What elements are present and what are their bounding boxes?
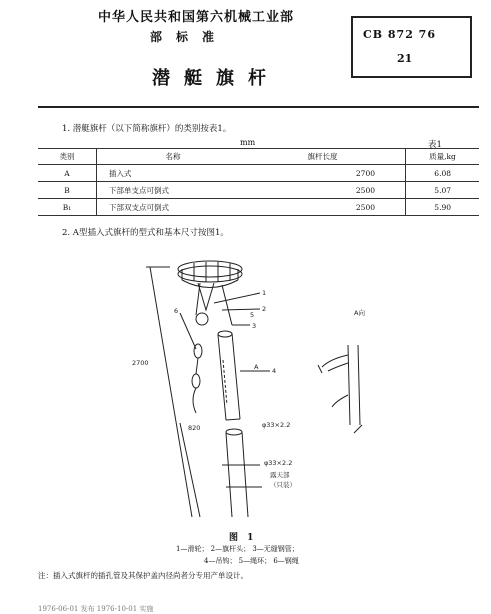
- footer-text: 1976-06-01 发布 1976-10-01 实施: [38, 605, 154, 613]
- standard-code: CB 872 76: [363, 28, 436, 41]
- note-sub: （只装）: [270, 481, 296, 489]
- cell-name: 下部单支点可倒式: [97, 182, 241, 199]
- part-label: 3: [252, 322, 257, 330]
- lower-tube: [222, 429, 262, 517]
- leader-6: [180, 313, 196, 349]
- header-name: 名称: [97, 149, 241, 165]
- rope: [196, 283, 200, 315]
- a-view-detail: [318, 345, 362, 433]
- header-length: 旗杆长度: [240, 149, 406, 165]
- legend-line: 1—滑轮； 2—旗杆头； 3—无缝钢管；: [176, 545, 299, 553]
- table-header-row: [38, 149, 479, 165]
- dim-diameter-label: φ33×2.2: [262, 421, 291, 429]
- dim-total-label: 2700: [132, 359, 149, 367]
- header-rule: [38, 106, 479, 108]
- rope-loop: [192, 374, 200, 388]
- dim-diameter-label: φ33×2.2: [264, 459, 293, 467]
- part-label: 6: [174, 307, 179, 315]
- category-table: [38, 148, 479, 216]
- section-1-text: 1. 潜艇旗杆（以下简称旗杆）的类别按表1。: [62, 124, 232, 134]
- ministry-heading: 中华人民共和国第六机械工业部: [98, 10, 295, 25]
- cell-length: 2500: [240, 199, 406, 216]
- upper-tube: [218, 331, 240, 420]
- dim-line-total: [150, 267, 192, 517]
- dim-lower-label: 820: [188, 424, 201, 432]
- standard-type: 部标准: [150, 30, 229, 44]
- header-weight: 质量,kg: [406, 149, 480, 165]
- part-label: 2: [262, 305, 267, 313]
- section-2-text: 2. A型插入式旗杆的型式和基本尺寸按图1。: [62, 228, 229, 238]
- cell-weight: 5.07: [406, 182, 480, 199]
- table-row: [38, 199, 479, 216]
- part-label: 1: [262, 289, 267, 297]
- part-label: 4: [272, 367, 277, 375]
- cell-length: 2700: [240, 165, 406, 182]
- cell-weight: 6.08: [406, 165, 480, 182]
- table-row: [38, 182, 479, 199]
- document-title: 潜艇旗杆: [152, 68, 280, 89]
- arrow-label: A: [254, 363, 259, 371]
- figure-caption: 图 1: [229, 533, 257, 543]
- flagpole-drawing: [110, 255, 480, 535]
- header-type: 类别: [38, 149, 97, 165]
- cell-type: B₁: [38, 199, 97, 216]
- section-label: A向: [354, 309, 365, 317]
- cell-name: 下部双支点可倒式: [97, 199, 241, 216]
- pulley: [196, 313, 208, 325]
- note-main: 露天部: [270, 471, 290, 479]
- unit-label: mm: [240, 138, 256, 147]
- rope: [222, 285, 232, 325]
- table-number: 表1: [428, 140, 442, 150]
- flagpole-head: [178, 261, 242, 310]
- part-label: 5: [250, 311, 255, 319]
- standard-code-box: [351, 16, 472, 78]
- cell-weight: 5.90: [406, 199, 480, 216]
- cell-name: 插入式: [97, 165, 241, 182]
- cell-length: 2500: [240, 182, 406, 199]
- cell-type: A: [38, 165, 97, 182]
- steel-rope: [193, 388, 196, 413]
- leader-1: [214, 293, 260, 303]
- legend-line: 4—吊钩； 5—绳环； 6—钢绳: [204, 557, 299, 565]
- cell-type: B: [38, 182, 97, 199]
- standard-code-sub: 21: [397, 52, 413, 65]
- figure-note: 注：插入式旗杆的插孔管及其保护盖内径尚者分专用产单设计。: [38, 571, 248, 580]
- table-row: [38, 165, 479, 182]
